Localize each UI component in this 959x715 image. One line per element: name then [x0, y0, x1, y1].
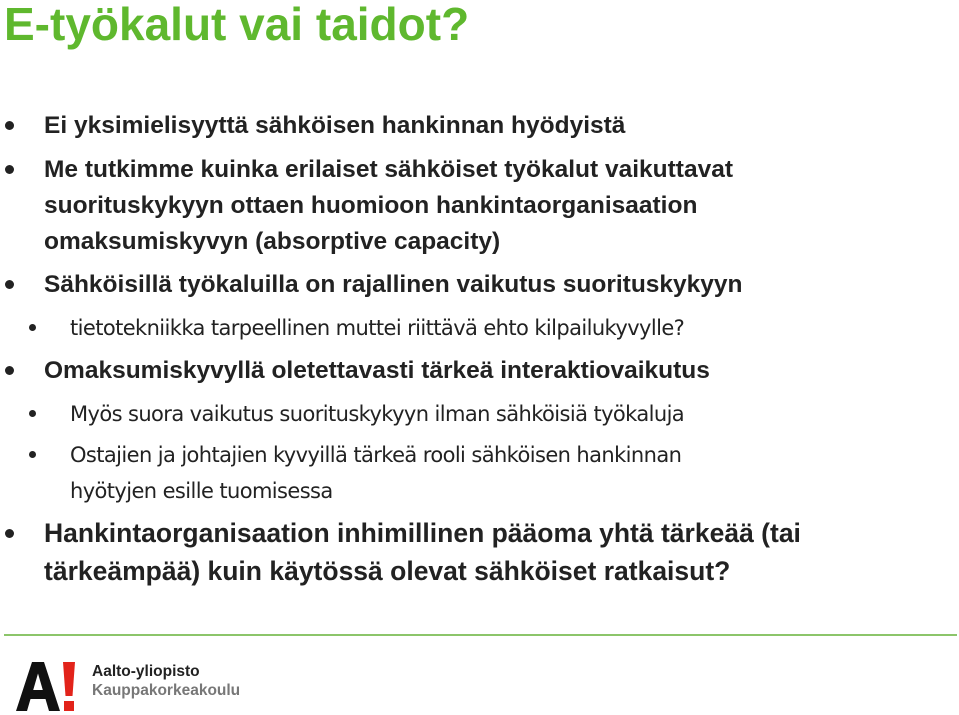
bullet-item: [0, 108, 950, 144]
logo-subtitle: Kauppakorkeakoulu: [92, 682, 241, 699]
sub-bullet-dot-icon: [29, 410, 36, 417]
bullet-dot-icon: [5, 165, 14, 174]
bullet-text-line: omaksumiskyvyn (absorptive capacity): [44, 228, 501, 255]
bullet-item: [0, 152, 950, 260]
bullet-text: Ei yksimielisyyttä sähköisen hankinnan hyödyistä: [44, 112, 626, 139]
footer-divider: [4, 634, 957, 636]
bullet-text-line: Me tutkimme kuinka erilaiset sähköiset työkalut vaikuttavat: [44, 156, 733, 183]
sub-bullet-item: [0, 396, 950, 432]
sub-bullet-text-line: hyötyjen esille tuomisessa: [70, 479, 333, 503]
bullet-text-line: tärkeämpää) kuin käytössä olevat sähköiset ratkaisut?: [44, 556, 731, 586]
bullet-text-line: suorituskykyyn ottaen huomioon hankintaorganisaation: [44, 192, 698, 219]
bullet-item: [0, 267, 950, 303]
bullet-text: Sähköisillä työkaluilla on rajallinen vaikutus suorituskykyyn: [44, 271, 743, 298]
bullet-dot-icon: [5, 366, 14, 375]
sub-bullet-item: [0, 437, 950, 509]
sub-bullet-text: tietotekniikka tarpeellinen muttei riittävä ehto kilpailukyvylle?: [70, 316, 685, 340]
sub-bullet-item: [0, 310, 950, 346]
aalto-logo-icon: [14, 660, 78, 712]
bullet-item: [0, 353, 950, 389]
sub-bullet-text: Myös suora vaikutus suorituskykyyn ilman sähköisiä työkaluja: [70, 402, 685, 426]
sub-bullet-dot-icon: [29, 324, 36, 331]
logo-name: Aalto-yliopisto: [92, 663, 200, 680]
sub-bullet-text-line: Ostajien ja johtajien kyvyillä tärkeä rooli sähköisen hankinnan: [70, 443, 682, 467]
bullet-dot-icon: [5, 280, 14, 289]
bullet-dot-icon: [5, 121, 14, 130]
bullet-text-line: Hankintaorganisaation inhimillinen pääoma yhtä tärkeää (tai: [44, 518, 801, 548]
slide-title: E-työkalut vai taidot?: [4, 0, 470, 50]
sub-bullet-dot-icon: [29, 451, 36, 458]
bullet-text: Omaksumiskyvyllä oletettavasti tärkeä interaktiovaikutus: [44, 357, 710, 384]
bullet-item: [0, 514, 950, 590]
bullet-dot-icon: [5, 529, 14, 538]
